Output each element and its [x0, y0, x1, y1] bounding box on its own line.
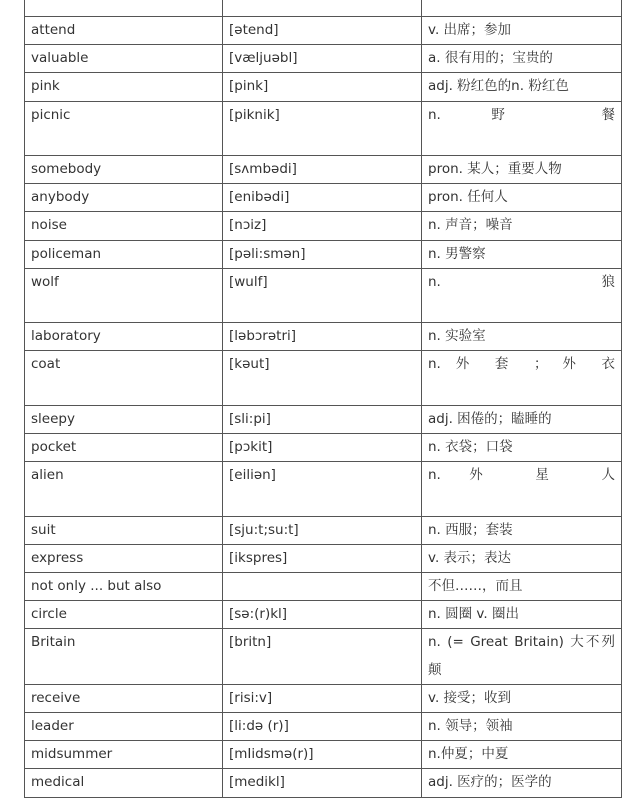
meaning-text: n.仲夏；中夏 — [428, 746, 509, 763]
phonetic-cell: [kəut] — [223, 351, 422, 405]
meaning-cell — [422, 684, 622, 712]
meaning-cell — [422, 573, 622, 601]
table-row — [25, 0, 622, 17]
phonetic-cell: [eiliən] — [223, 462, 422, 516]
table-row — [25, 405, 622, 433]
phonetic-cell: [nɔiz] — [223, 212, 422, 240]
phonetic-cell: [væljuəbl] — [223, 45, 422, 73]
meaning-text: 不但……，而且 — [428, 578, 523, 594]
phonetic-cell: [ikspres] — [223, 544, 422, 572]
word-cell: medical — [25, 769, 223, 797]
word-cell: pink — [25, 73, 223, 101]
meaning-text: n. 衣袋；口袋 — [428, 439, 513, 455]
word-cell: attend — [25, 17, 223, 45]
table-row — [25, 351, 622, 405]
table-row — [25, 601, 622, 629]
phonetic-cell: [ətend] — [223, 17, 422, 45]
table-row — [25, 713, 622, 741]
meaning-text: n. 声音；噪音 — [428, 217, 513, 234]
meaning-cell — [422, 544, 622, 572]
meaning-text: pron. 任何人 — [428, 189, 508, 206]
table-row — [25, 184, 622, 212]
meaning-text: v. 出席；参加 — [428, 22, 512, 38]
meaning-cell — [422, 462, 622, 516]
phonetic-cell: [sju:t;su:t] — [223, 516, 422, 544]
table-row — [25, 73, 622, 101]
table-row — [25, 516, 622, 544]
table-row — [25, 769, 622, 797]
meaning-text: n. 男警察 — [428, 245, 486, 262]
meaning-cell — [422, 0, 622, 17]
table-row — [25, 323, 622, 351]
meaning-cell — [422, 101, 622, 155]
meaning-text: n. 外 套 ； 外 衣 — [428, 356, 615, 373]
phonetic-cell: [piknik] — [223, 101, 422, 155]
meaning-cell — [422, 17, 622, 45]
word-cell: receive — [25, 684, 223, 712]
phonetic-cell: [pɔkit] — [223, 434, 422, 462]
table-row — [25, 45, 622, 73]
word-cell: coat — [25, 351, 223, 405]
meaning-cell — [422, 713, 622, 741]
word-cell: noise — [25, 212, 223, 240]
table-row — [25, 17, 622, 45]
meaning-text: n. 狼 — [428, 273, 615, 290]
meaning-text: adj. 粉红色的n. 粉红色 — [428, 78, 569, 95]
phonetic-cell — [223, 0, 422, 17]
meaning-text: n. 西服；套装 — [428, 521, 513, 538]
meaning-cell — [422, 516, 622, 544]
table-row — [25, 741, 622, 769]
meaning-text: adj. 困倦的；瞌睡的 — [428, 410, 552, 427]
meaning-cell — [422, 323, 622, 351]
table-row — [25, 101, 622, 155]
word-cell: picnic — [25, 101, 223, 155]
meaning-text: n. 实验室 — [428, 328, 486, 345]
meaning-cell — [422, 184, 622, 212]
meaning-cell — [422, 45, 622, 73]
word-cell: anybody — [25, 184, 223, 212]
phonetic-cell: [sli:pi] — [223, 405, 422, 433]
word-cell: not only ... but also — [25, 573, 223, 601]
meaning-cell — [422, 73, 622, 101]
word-cell: leader — [25, 713, 223, 741]
meaning-cell — [422, 741, 622, 769]
meaning-text: n. 野 餐 — [428, 106, 615, 123]
meaning-text: a. 很有用的；宝贵的 — [428, 50, 553, 67]
meaning-cell — [422, 156, 622, 184]
meaning-cell — [422, 405, 622, 433]
word-cell — [25, 0, 223, 17]
word-cell: suit — [25, 516, 223, 544]
phonetic-cell: [sʌmbədi] — [223, 156, 422, 184]
word-cell: sleepy — [25, 405, 223, 433]
vocabulary-table-body — [25, 0, 622, 797]
phonetic-cell: [medikl] — [223, 769, 422, 797]
meaning-cell — [422, 268, 622, 322]
meaning-cell — [422, 240, 622, 268]
meaning-text: adj. 医疗的；医学的 — [428, 774, 552, 791]
meaning-cell — [422, 629, 622, 684]
phonetic-cell: [wulf] — [223, 268, 422, 322]
word-cell: policeman — [25, 240, 223, 268]
table-row — [25, 268, 622, 322]
phonetic-cell: [sə:(r)kl] — [223, 601, 422, 629]
meaning-cell — [422, 434, 622, 462]
meaning-text: v. 接受；收到 — [428, 689, 512, 706]
word-cell: somebody — [25, 156, 223, 184]
meaning-cell — [422, 769, 622, 797]
meaning-text: pron. 某人；重要人物 — [428, 161, 562, 177]
phonetic-cell: [pəli:smən] — [223, 240, 422, 268]
meaning-text: n. 外 星 人 — [428, 467, 615, 484]
phonetic-cell: [britn] — [223, 629, 422, 684]
phonetic-cell: [pink] — [223, 73, 422, 101]
word-cell: alien — [25, 462, 223, 516]
table-row — [25, 212, 622, 240]
meaning-cell — [422, 212, 622, 240]
word-cell: wolf — [25, 268, 223, 322]
word-cell: laboratory — [25, 323, 223, 351]
table-row — [25, 684, 622, 712]
table-row — [25, 573, 622, 601]
meaning-text: v. 表示；表达 — [428, 549, 512, 566]
meaning-text: n. 圆圈 v. 圈出 — [428, 606, 519, 623]
phonetic-cell: [li:də (r)] — [223, 713, 422, 741]
word-cell: valuable — [25, 45, 223, 73]
word-cell: circle — [25, 601, 223, 629]
table-row — [25, 156, 622, 184]
word-cell: express — [25, 544, 223, 572]
word-cell: midsummer — [25, 741, 223, 769]
word-cell: Britain — [25, 629, 223, 684]
vocabulary-table — [24, 0, 622, 798]
meaning-text: n. (= Great Britain) 大不列颠 — [428, 634, 615, 678]
table-row — [25, 240, 622, 268]
meaning-text: n. 领导；领袖 — [428, 718, 513, 735]
table-row — [25, 544, 622, 572]
phonetic-cell: [enibədi] — [223, 184, 422, 212]
meaning-cell — [422, 601, 622, 629]
phonetic-cell: [ləbɔrətri] — [223, 323, 422, 351]
meaning-cell — [422, 351, 622, 405]
phonetic-cell: [mIidsmə(r)] — [223, 741, 422, 769]
word-cell: pocket — [25, 434, 223, 462]
table-row — [25, 462, 622, 516]
table-row — [25, 629, 622, 684]
table-row — [25, 434, 622, 462]
phonetic-cell: [risi:v] — [223, 684, 422, 712]
phonetic-cell — [223, 573, 422, 601]
